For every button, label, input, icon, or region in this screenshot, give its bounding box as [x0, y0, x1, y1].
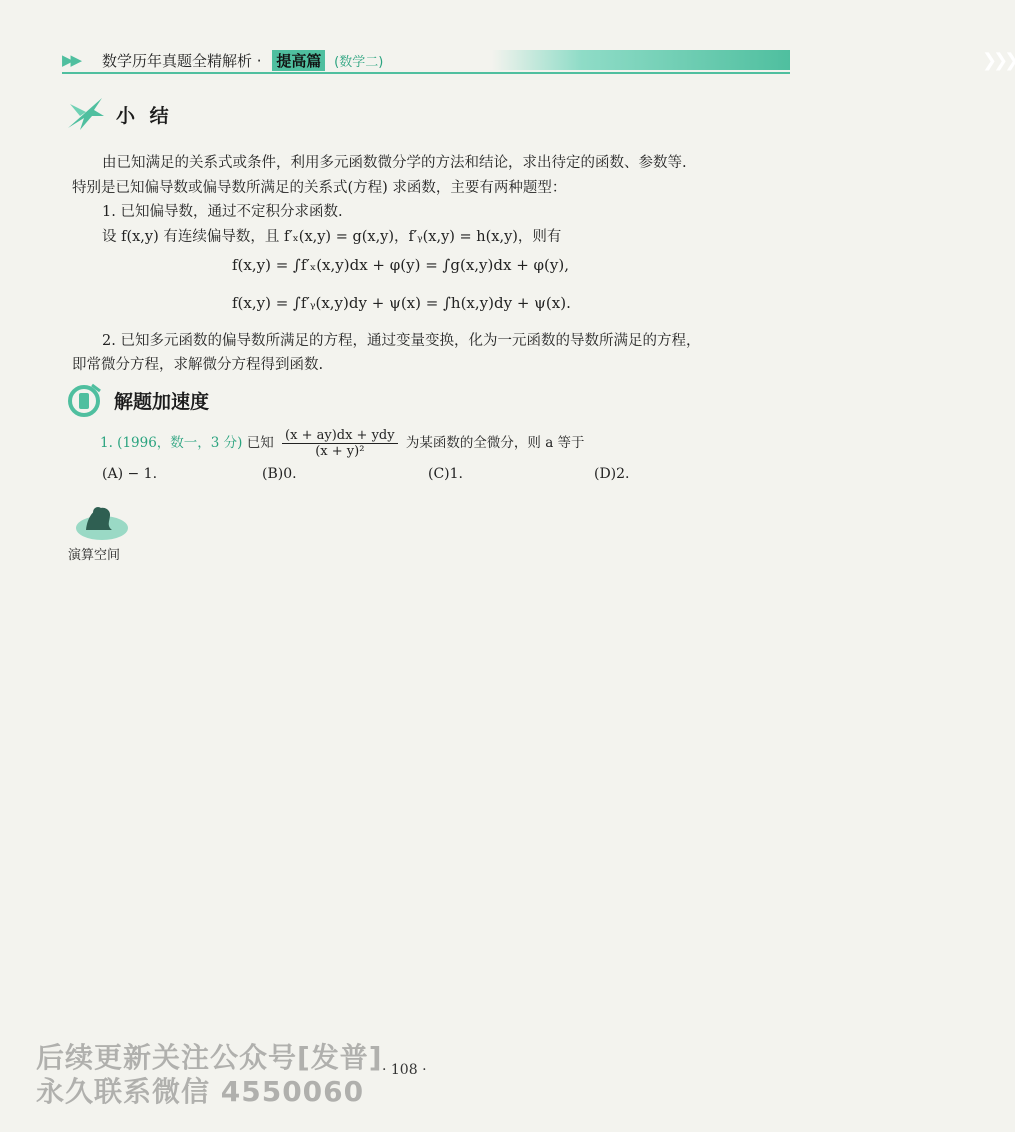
- running-header: [62, 48, 1015, 74]
- fraction-numerator: (x + ay)dx + ydy: [282, 428, 398, 444]
- double-arrow-icon: ▶▶: [62, 51, 80, 69]
- question-fraction: [282, 428, 398, 459]
- scratch-figure-icon: [68, 500, 138, 544]
- page-number: · 108 ·: [382, 1062, 427, 1078]
- summary-title: 小 结: [116, 104, 173, 127]
- book-title-text: 数学历年真题全精解析 ·: [102, 52, 262, 70]
- practice-title: 解题加速度: [114, 390, 210, 413]
- option-d: (D)2.: [594, 466, 630, 482]
- scratch-label: 演算空间: [68, 548, 121, 563]
- question-source: 1. (1996，数一，3 分): [100, 435, 243, 451]
- stopwatch-icon: [66, 382, 106, 418]
- watermark-line2: 永久联系微信 4550060: [36, 1075, 365, 1108]
- summary-para-line2: 特别是已知偏导数或偏导数所满足的关系式(方程) 求函数，主要有两种题型：: [72, 180, 567, 196]
- fraction-denominator: (x + y)²: [315, 444, 365, 459]
- summary-item1-desc: 设 f(x,y) 有连续偏导数，且 f′ₓ(x,y) = g(x,y)，f′ᵧ(x,y) = h(x,y)，则有: [102, 229, 562, 245]
- summary-item1: 1. 已知偏导数，通过不定积分求函数.: [102, 204, 343, 220]
- question-1: [100, 428, 585, 459]
- option-a: (A) − 1.: [102, 466, 158, 482]
- book-level: 提高篇: [272, 50, 325, 71]
- question-post: 为某函数的全微分，则 a 等于: [405, 435, 585, 451]
- summary-item2-line2: 即常微分方程，求解微分方程得到函数.: [72, 357, 324, 373]
- practice-heading: [66, 382, 209, 418]
- header-stripe: [492, 50, 1015, 71]
- plane-icon: [64, 94, 108, 134]
- chevron-right-icon: ❯❯❯: [982, 50, 1015, 71]
- formula-fy: f(x,y) = ∫f′ᵧ(x,y)dy + ψ(x) = ∫h(x,y)dy + ψ(x).: [232, 294, 571, 312]
- book-subject: (数学二): [334, 55, 384, 70]
- formula-fx: f(x,y) = ∫f′ₓ(x,y)dx + φ(y) = ∫g(x,y)dx + φ(y),: [232, 256, 569, 274]
- option-b: (B)0.: [262, 466, 297, 482]
- watermark-line1: 后续更新关注公众号[发普]: [36, 1041, 383, 1074]
- summary-heading: [64, 94, 173, 134]
- summary-para-line1: 由已知满足的关系式或条件，利用多元函数微分学的方法和结论，求出待定的函数、参数等.: [102, 155, 687, 171]
- question-pre: 已知: [246, 435, 274, 451]
- option-c: (C)1.: [428, 466, 463, 482]
- book-title: [102, 50, 383, 71]
- summary-item2-line1: 2. 已知多元函数的偏导数所满足的方程，通过变量变换，化为一元函数的导数所满足的方程，: [102, 333, 701, 349]
- scratch-space: [68, 500, 148, 563]
